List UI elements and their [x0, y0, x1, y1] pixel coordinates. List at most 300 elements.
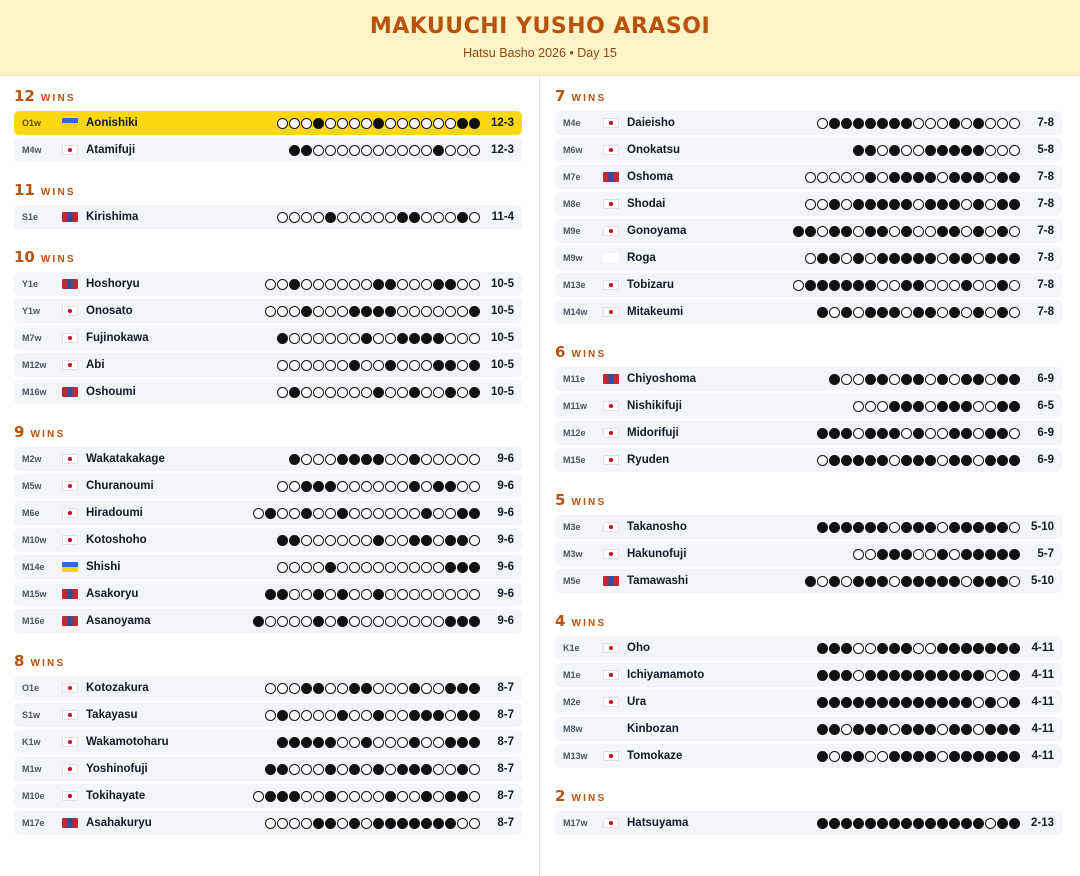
win-dot [445, 454, 456, 465]
loss-dot [817, 697, 828, 708]
loss-dot [445, 481, 456, 492]
loss-dot [865, 145, 876, 156]
rikishi-row[interactable] [14, 730, 522, 754]
win-dot [925, 401, 936, 412]
win-dot [301, 212, 312, 223]
loss-dot [949, 576, 960, 587]
loss-dot [277, 791, 288, 802]
loss-dot [973, 670, 984, 681]
rikishi-row[interactable] [14, 474, 522, 498]
rikishi-row[interactable] [555, 542, 1062, 566]
loss-dot [973, 172, 984, 183]
win-dot [421, 387, 432, 398]
rikishi-row[interactable] [555, 246, 1062, 270]
win-dot [1009, 145, 1020, 156]
loss-dot [445, 360, 456, 371]
win-dot [913, 226, 924, 237]
loss-dot [973, 199, 984, 210]
rikishi-name: Roga [627, 252, 656, 264]
rikishi-name: Asakoryu [86, 588, 139, 600]
win-dot [337, 535, 348, 546]
win-dot [409, 562, 420, 573]
japan-flag-icon [62, 764, 78, 774]
loss-dot [901, 576, 912, 587]
win-dot [349, 212, 360, 223]
loss-dot [889, 253, 900, 264]
rank-label: M12w [22, 360, 47, 370]
win-dot [457, 387, 468, 398]
win-dot [397, 535, 408, 546]
loss-dot [937, 549, 948, 560]
rikishi-row[interactable] [555, 717, 1062, 741]
loss-dot [913, 307, 924, 318]
win-dot [901, 307, 912, 318]
win-dot [337, 279, 348, 290]
loss-dot [913, 428, 924, 439]
win-dot [397, 145, 408, 156]
bout-record [253, 616, 480, 627]
loss-dot [829, 670, 840, 681]
rikishi-row[interactable] [555, 367, 1062, 391]
loss-dot [997, 549, 1008, 560]
loss-dot [469, 562, 480, 573]
rikishi-row[interactable] [14, 811, 522, 835]
rikishi-row[interactable] [555, 515, 1062, 539]
japan-flag-icon [603, 280, 619, 290]
loss-dot [337, 589, 348, 600]
loss-dot [349, 683, 360, 694]
rikishi-row[interactable] [555, 744, 1062, 768]
rikishi-name: Asahakuryu [86, 817, 152, 829]
loss-dot [865, 374, 876, 385]
win-dot [961, 199, 972, 210]
win-dot [301, 791, 312, 802]
win-dot [325, 306, 336, 317]
bout-record [277, 481, 480, 492]
win-loss-score: 12-3 [490, 117, 514, 129]
rikishi-row[interactable] [555, 690, 1062, 714]
loss-dot [865, 724, 876, 735]
loss-dot [841, 280, 852, 291]
win-dot [949, 280, 960, 291]
win-dot [373, 791, 384, 802]
win-dot [817, 226, 828, 237]
win-dot [397, 710, 408, 721]
rikishi-row[interactable] [555, 111, 1062, 135]
japan-flag-icon [603, 428, 619, 438]
rikishi-name: Asanoyama [86, 615, 151, 627]
group-win-count: 9 [14, 423, 25, 441]
win-dot [349, 118, 360, 129]
rank-label: M14e [22, 562, 45, 572]
win-dot [289, 118, 300, 129]
win-dot [421, 737, 432, 748]
loss-dot [997, 576, 1008, 587]
rikishi-row[interactable] [14, 676, 522, 700]
win-dot [337, 118, 348, 129]
rikishi-row[interactable] [555, 138, 1062, 162]
win-dot [805, 172, 816, 183]
loss-dot [865, 172, 876, 183]
win-dot [925, 643, 936, 654]
win-dot [277, 562, 288, 573]
rank-label: M9w [563, 253, 583, 263]
loss-dot [373, 454, 384, 465]
loss-dot [949, 118, 960, 129]
win-dot [421, 145, 432, 156]
loss-dot [997, 643, 1008, 654]
group-win-label: WINS [571, 793, 607, 804]
rikishi-row[interactable] [14, 326, 522, 350]
win-dot [889, 455, 900, 466]
bout-record [265, 683, 480, 694]
win-dot [913, 118, 924, 129]
loss-dot [925, 455, 936, 466]
rikishi-row[interactable] [555, 636, 1062, 660]
win-dot [265, 279, 276, 290]
loss-dot [925, 818, 936, 829]
win-loss-score: 8-7 [497, 682, 514, 694]
loss-dot [445, 616, 456, 627]
win-dot [385, 710, 396, 721]
win-dot [313, 306, 324, 317]
rikishi-row[interactable] [14, 380, 522, 404]
loss-dot [901, 199, 912, 210]
win-loss-score: 5-10 [1030, 575, 1054, 587]
rank-label: M6w [563, 145, 583, 155]
loss-dot [901, 118, 912, 129]
win-dot [433, 764, 444, 775]
japan-flag-icon [603, 145, 619, 155]
loss-dot [877, 697, 888, 708]
loss-dot [457, 616, 468, 627]
rank-label: Y1e [22, 279, 39, 289]
rikishi-row[interactable] [14, 784, 522, 808]
loss-dot [373, 387, 384, 398]
loss-dot [457, 562, 468, 573]
rikishi-row[interactable] [14, 111, 522, 135]
win-dot [985, 280, 996, 291]
loss-dot [949, 307, 960, 318]
win-dot [385, 481, 396, 492]
loss-dot [289, 279, 300, 290]
rank-label: M16w [22, 387, 47, 397]
loss-dot [937, 226, 948, 237]
win-dot [841, 253, 852, 264]
win-dot [853, 549, 864, 560]
win-dot [337, 562, 348, 573]
win-dot [865, 549, 876, 560]
win-dot [313, 387, 324, 398]
win-dot [277, 387, 288, 398]
loss-dot [901, 549, 912, 560]
empty-dot [829, 401, 840, 412]
japan-flag-icon [603, 522, 619, 532]
group-win-count: 8 [14, 652, 25, 670]
rank-label: M7e [563, 172, 581, 182]
loss-dot [901, 643, 912, 654]
loss-dot [961, 145, 972, 156]
loss-dot [901, 455, 912, 466]
empty-dot [817, 145, 828, 156]
win-dot [325, 616, 336, 627]
win-dot [925, 226, 936, 237]
loss-dot [421, 791, 432, 802]
empty-dot [829, 145, 840, 156]
loss-dot [889, 697, 900, 708]
loss-dot [829, 253, 840, 264]
win-dot [313, 454, 324, 465]
rikishi-name: Shishi [86, 561, 121, 573]
loss-dot [361, 454, 372, 465]
win-dot [361, 818, 372, 829]
loss-dot [829, 428, 840, 439]
loss-dot [865, 118, 876, 129]
win-group-2 [555, 787, 1062, 835]
rikishi-row[interactable] [14, 582, 522, 606]
rikishi-row[interactable] [555, 192, 1062, 216]
japan-flag-icon [603, 226, 619, 236]
rikishi-row[interactable] [555, 273, 1062, 297]
loss-dot [1009, 374, 1020, 385]
loss-dot [469, 683, 480, 694]
win-dot [349, 710, 360, 721]
win-dot [373, 683, 384, 694]
japan-flag-icon [62, 791, 78, 801]
win-dot [937, 522, 948, 533]
rank-label: M4w [22, 145, 42, 155]
win-dot [289, 764, 300, 775]
loss-dot [961, 724, 972, 735]
loss-dot [889, 199, 900, 210]
win-dot [361, 562, 372, 573]
loss-dot [817, 670, 828, 681]
bout-record [277, 118, 480, 129]
rank-label: O1w [22, 118, 42, 128]
rikishi-row[interactable] [555, 663, 1062, 687]
win-dot [337, 360, 348, 371]
win-group-10 [14, 248, 522, 404]
rikishi-row[interactable] [555, 421, 1062, 445]
loss-dot [925, 751, 936, 762]
loss-dot [997, 455, 1008, 466]
loss-dot [925, 172, 936, 183]
rank-label: M8w [563, 724, 583, 734]
loss-dot [961, 253, 972, 264]
rikishi-row[interactable] [14, 609, 522, 633]
win-dot [325, 387, 336, 398]
win-dot [373, 145, 384, 156]
group-win-count: 6 [555, 343, 566, 361]
win-dot [361, 791, 372, 802]
rikishi-row[interactable] [555, 300, 1062, 324]
loss-dot [793, 226, 804, 237]
loss-dot [985, 697, 996, 708]
loss-dot [373, 710, 384, 721]
rank-label: M10e [22, 791, 45, 801]
win-dot [853, 643, 864, 654]
loss-dot [301, 508, 312, 519]
win-dot [373, 616, 384, 627]
loss-dot [925, 670, 936, 681]
win-dot [445, 118, 456, 129]
bout-record [277, 535, 480, 546]
win-dot [865, 751, 876, 762]
win-dot [1009, 428, 1020, 439]
loss-dot [1009, 549, 1020, 560]
win-dot [313, 791, 324, 802]
rank-label: M3w [563, 549, 583, 559]
win-dot [445, 710, 456, 721]
win-dot [289, 481, 300, 492]
win-dot [289, 589, 300, 600]
loss-dot [349, 818, 360, 829]
win-dot [865, 253, 876, 264]
rikishi-name: Atamifuji [86, 144, 136, 156]
rikishi-row[interactable] [14, 205, 522, 229]
loss-dot [889, 751, 900, 762]
win-dot [853, 401, 864, 412]
loss-dot [469, 118, 480, 129]
rikishi-name: Wakatakakage [86, 453, 165, 465]
japan-flag-icon [603, 199, 619, 209]
win-dot [337, 145, 348, 156]
win-dot [277, 818, 288, 829]
loss-dot [421, 764, 432, 775]
loss-dot [961, 374, 972, 385]
mongolia-flag-icon [62, 387, 78, 397]
win-dot [277, 683, 288, 694]
bout-record [817, 549, 1020, 560]
japan-flag-icon [62, 145, 78, 155]
loss-dot [301, 145, 312, 156]
win-dot [469, 145, 480, 156]
group-heading [555, 787, 1062, 807]
loss-dot [961, 643, 972, 654]
loss-dot [817, 253, 828, 264]
win-group-4 [555, 612, 1062, 768]
rikishi-row[interactable] [14, 501, 522, 525]
win-dot [889, 280, 900, 291]
loss-dot [1009, 643, 1020, 654]
loss-dot [949, 428, 960, 439]
loss-dot [409, 737, 420, 748]
win-dot [289, 818, 300, 829]
rikishi-row[interactable] [555, 219, 1062, 243]
loss-dot [949, 401, 960, 412]
group-heading [555, 343, 1062, 363]
loss-dot [841, 751, 852, 762]
win-dot [445, 508, 456, 519]
loss-dot [865, 455, 876, 466]
rikishi-row[interactable] [555, 569, 1062, 593]
win-dot [337, 306, 348, 317]
win-loss-score: 9-6 [497, 588, 514, 600]
loss-dot [313, 589, 324, 600]
win-dot [385, 387, 396, 398]
win-dot [361, 481, 372, 492]
loss-dot [409, 333, 420, 344]
bout-record [277, 333, 480, 344]
rikishi-row[interactable] [555, 448, 1062, 472]
rikishi-row[interactable] [14, 757, 522, 781]
win-dot [397, 791, 408, 802]
win-dot [997, 118, 1008, 129]
rikishi-row[interactable] [14, 272, 522, 296]
rikishi-name: Yoshinofuji [86, 763, 148, 775]
loss-dot [877, 199, 888, 210]
win-dot [337, 481, 348, 492]
win-dot [349, 508, 360, 519]
win-loss-score: 10-5 [490, 305, 514, 317]
win-dot [949, 549, 960, 560]
loss-dot [421, 535, 432, 546]
loss-dot [457, 508, 468, 519]
loss-dot [997, 522, 1008, 533]
rikishi-row[interactable] [14, 353, 522, 377]
loss-dot [973, 226, 984, 237]
loss-dot [853, 455, 864, 466]
loss-dot [889, 401, 900, 412]
loss-dot [349, 764, 360, 775]
rank-label: M15e [563, 455, 586, 465]
rikishi-row[interactable] [14, 555, 522, 579]
win-dot [877, 280, 888, 291]
win-dot [817, 118, 828, 129]
win-loss-score: 5-8 [1037, 144, 1054, 156]
win-dot [469, 212, 480, 223]
rikishi-row[interactable] [14, 138, 522, 162]
loss-dot [841, 522, 852, 533]
win-dot [373, 360, 384, 371]
win-dot [421, 118, 432, 129]
loss-dot [877, 307, 888, 318]
win-dot [457, 333, 468, 344]
win-dot [397, 387, 408, 398]
bout-record [817, 697, 1020, 708]
rikishi-row[interactable] [14, 447, 522, 471]
group-win-label: WINS [571, 618, 607, 629]
win-dot [289, 508, 300, 519]
rikishi-name: Tomokaze [627, 750, 683, 762]
rikishi-row[interactable] [555, 811, 1062, 835]
rikishi-row[interactable] [14, 299, 522, 323]
loss-dot [901, 172, 912, 183]
rikishi-row[interactable] [14, 528, 522, 552]
loss-dot [829, 818, 840, 829]
loss-dot [853, 199, 864, 210]
win-dot [961, 307, 972, 318]
win-group-11 [14, 181, 522, 229]
win-dot [421, 481, 432, 492]
loss-dot [997, 751, 1008, 762]
rikishi-row[interactable] [14, 703, 522, 727]
loss-dot [361, 683, 372, 694]
bout-record [277, 737, 480, 748]
loss-dot [901, 751, 912, 762]
rank-label: S1e [22, 212, 39, 222]
rikishi-row[interactable] [555, 165, 1062, 189]
loss-dot [325, 481, 336, 492]
loss-dot [397, 333, 408, 344]
rikishi-row[interactable] [555, 394, 1062, 418]
loss-dot [997, 199, 1008, 210]
loss-dot [985, 455, 996, 466]
win-dot [445, 764, 456, 775]
loss-dot [853, 576, 864, 587]
win-dot [289, 683, 300, 694]
rikishi-name: Hakunofuji [627, 548, 687, 560]
